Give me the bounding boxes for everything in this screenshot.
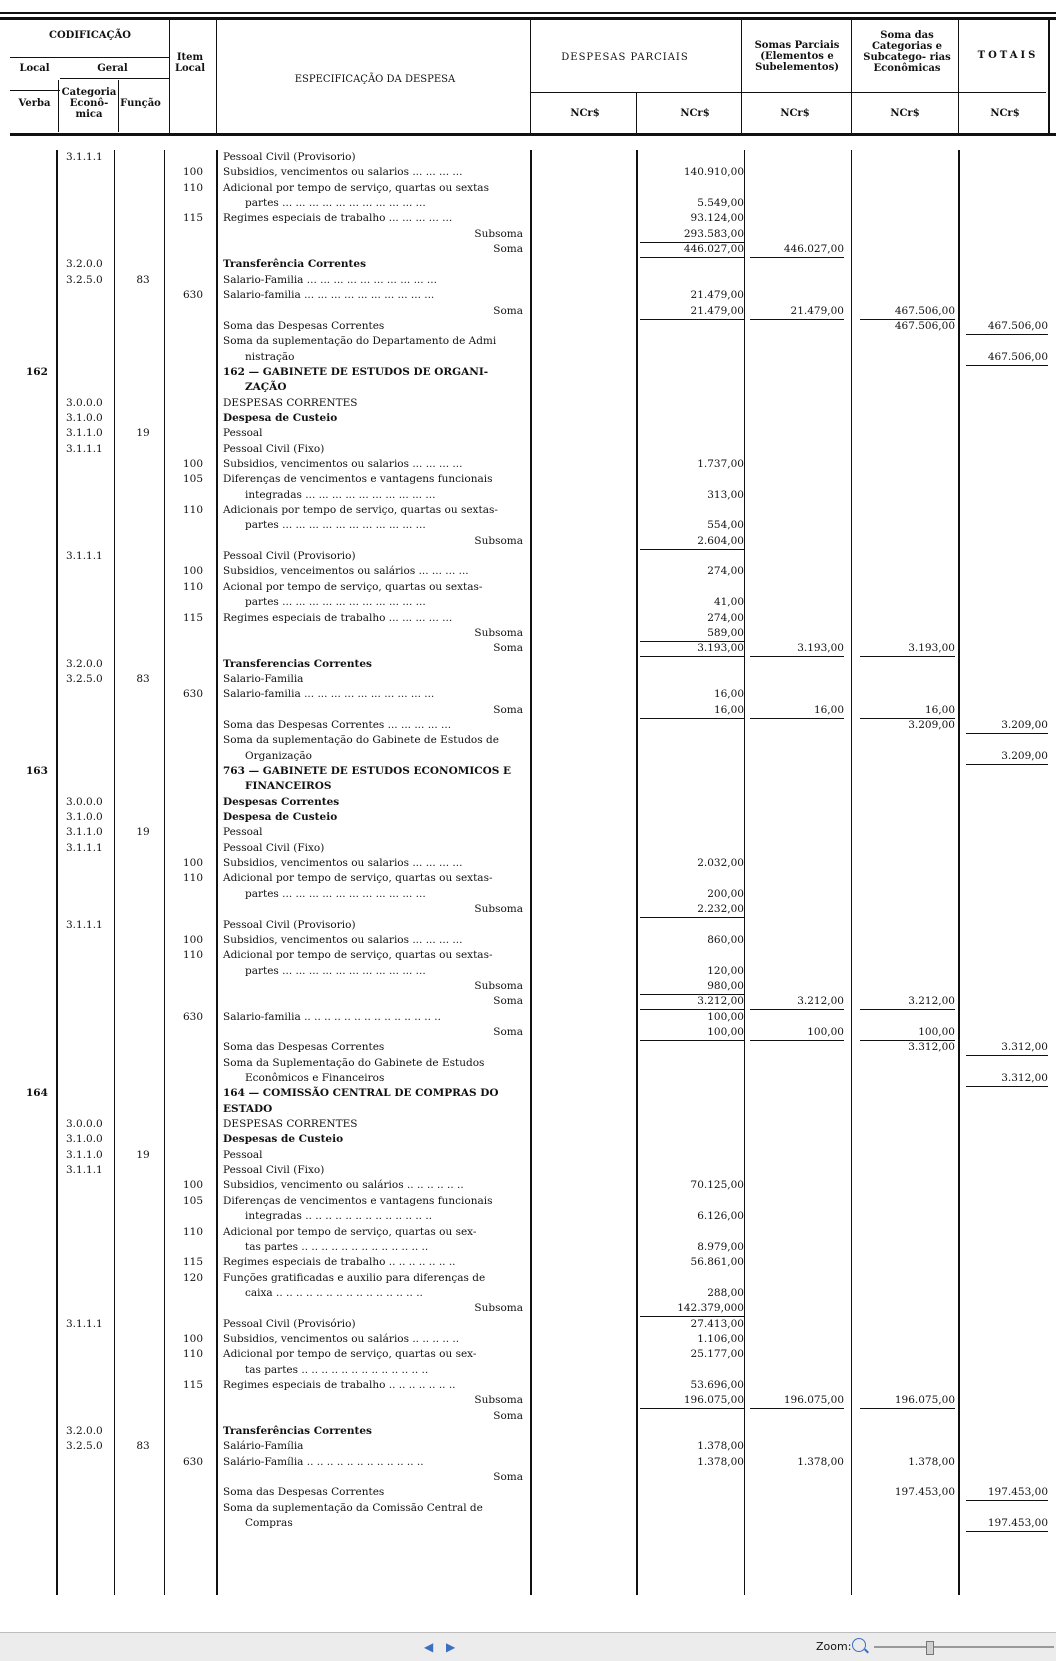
expense-description: Adicional por tempo de serviço, quartas ou sextas	[223, 181, 489, 194]
next-page-button[interactable]: ▶	[446, 1640, 456, 1654]
rule	[10, 57, 170, 58]
expense-description: Soma da suplementação do Departamento de Admi	[223, 335, 497, 348]
item-local-code: 120	[182, 1271, 204, 1284]
sum-underline	[640, 257, 744, 258]
economic-category-code: 3.1.1.1	[66, 550, 103, 563]
partial-expense-value: 93.124,00	[690, 212, 744, 225]
header-soma-categorias: Soma das Categorias e Subcatego- rias Econômicas	[863, 30, 951, 74]
partial-expense-value: 1.737,00	[697, 458, 744, 470]
economic-category-code: 3.1.0.0	[66, 1133, 103, 1146]
expense-description: Funções gratificadas e auxilio para diferenças de	[223, 1271, 486, 1284]
subtotal-label: Soma	[493, 703, 523, 716]
economic-category-code: 3.1.1.1	[66, 1317, 103, 1330]
category-sum-value: 3.193,00	[908, 642, 955, 655]
rule	[851, 20, 852, 133]
partial-expense-value: 860,00	[707, 933, 744, 946]
sum-underline	[640, 718, 744, 719]
partial-sum-value: 21.479,00	[790, 304, 844, 317]
partial-expense-value: 196.075,00	[683, 1394, 744, 1407]
partial-sum-value: 3.193,00	[797, 642, 844, 655]
partial-expense-value: 589,00	[707, 626, 744, 639]
item-local-code: 630	[182, 1455, 204, 1468]
expense-description: Regimes especiais de trabalho .. .. .. .. .. .. ..	[223, 1379, 456, 1391]
viewer-statusbar	[0, 1632, 1056, 1661]
function-code: 19	[136, 1148, 150, 1161]
expense-description: Subsidios, vencimentos ou salários .. .. .. .. ..	[223, 1332, 460, 1345]
rule	[169, 20, 170, 133]
economic-category-code: 3.2.5.0	[66, 1440, 103, 1453]
expense-description: partes ... ... ... ... ... ... ... ... ... ... ...	[245, 887, 426, 900]
partial-expense-value: 142.379,000	[677, 1302, 744, 1315]
economic-category-code: 3.2.0.0	[66, 657, 103, 670]
subtotal-label: Subsoma	[474, 626, 523, 639]
item-local-code: 100	[182, 565, 204, 578]
expense-description: partes ... ... ... ... ... ... ... ... ... ... ...	[245, 964, 426, 977]
partial-sum-value: 100,00	[807, 1025, 844, 1038]
partial-expense-value: 41,00	[713, 596, 744, 609]
expense-description: Pessoal	[223, 427, 263, 440]
sum-underline	[966, 1531, 1048, 1532]
category-sum-value: 100,00	[918, 1025, 955, 1038]
expense-description: partes ... ... ... ... ... ... ... ... ... ... ...	[245, 519, 426, 532]
prev-page-button[interactable]: ◀	[424, 1640, 434, 1654]
expense-description: Salario-Familia	[223, 672, 304, 685]
rule	[530, 92, 1046, 93]
partial-expense-value: 3.193,00	[697, 642, 744, 655]
partial-expense-value: 1.378,00	[697, 1455, 744, 1468]
expense-description: Salario-familia .. .. .. .. .. .. .. .. .. .. .. .. .. ..	[223, 1010, 441, 1023]
item-local-code: 630	[182, 1010, 204, 1023]
economic-category-code: 3.2.0.0	[66, 258, 103, 271]
expense-description: Pessoal Civil (Provisorio)	[223, 918, 356, 931]
expense-description: Adicional por tempo de serviço, quartas ou sextas-	[223, 949, 493, 962]
expense-description: Soma da Suplementação do Gabinete de Estudos	[223, 1056, 485, 1069]
expense-description: tas partes .. .. .. .. .. .. .. .. .. .. .. .. ..	[245, 1363, 429, 1376]
item-local-code: 115	[182, 1256, 204, 1269]
expense-description: caixa .. .. .. .. .. .. .. .. .. .. .. .. .. .. ..	[245, 1286, 423, 1299]
expense-description: Subsidios, vencimentos ou salarios ... ... ... ...	[223, 857, 463, 870]
section-heading: ESTADO	[223, 1102, 273, 1115]
item-local-code: 115	[182, 212, 204, 225]
sum-underline	[640, 1408, 744, 1409]
sum-underline	[750, 1408, 844, 1409]
section-heading: 164 — COMISSÃO CENTRAL DE COMPRAS DO	[223, 1087, 499, 1100]
rule	[636, 150, 638, 1595]
partial-expense-value: 70.125,00	[690, 1179, 744, 1192]
expense-description: Regimes especiais de trabalho ... ... ... ... ...	[223, 212, 453, 225]
expense-description: Pessoal Civil (Fixo)	[223, 1164, 325, 1177]
partial-expense-value: 554,00	[707, 519, 744, 532]
sum-underline	[966, 1055, 1048, 1056]
zoom-slider[interactable]	[874, 1646, 1054, 1648]
section-heading: Despesa de Custeio	[223, 811, 338, 824]
rule	[636, 92, 637, 133]
item-local-code: 110	[182, 1348, 204, 1361]
header-bottom-rule	[10, 133, 1056, 136]
partial-expense-value: 446.027,00	[683, 243, 744, 256]
subtotal-label: Soma	[493, 1409, 523, 1422]
economic-category-code: 3.1.1.1	[66, 841, 103, 854]
sum-underline	[966, 733, 1048, 734]
sum-underline	[640, 656, 744, 657]
economic-category-code: 3.1.1.1	[66, 151, 103, 163]
zoom-label: Zoom:	[816, 1640, 852, 1653]
economic-category-code: 3.0.0.0	[66, 795, 103, 808]
sum-underline	[966, 1500, 1048, 1501]
header-codificacao: CODIFICAÇÃO	[49, 30, 131, 41]
rule	[958, 20, 959, 133]
expense-description: Compras	[245, 1517, 293, 1530]
item-local-code: 115	[182, 1379, 204, 1391]
partial-expense-value: 100,00	[707, 1010, 744, 1023]
subtotal-label: Subsoma	[474, 979, 523, 992]
expense-description: Acional por tempo de serviço, quartas ou sextas-	[223, 580, 483, 593]
sum-underline	[750, 257, 844, 258]
section-heading: Despesas Correntes	[223, 795, 340, 808]
subtotal-label: Subsoma	[474, 1302, 523, 1315]
verba-number: 164	[26, 1087, 48, 1100]
function-code: 83	[136, 1440, 150, 1453]
expense-description: Diferenças de vencimentos e vantagens funcionais	[223, 1194, 493, 1207]
expense-description: partes ... ... ... ... ... ... ... ... ... ... ...	[245, 197, 426, 210]
expense-description: Adicional por tempo de serviço, quartas ou sex-	[223, 1225, 477, 1238]
partial-expense-value: 1.106,00	[697, 1332, 744, 1345]
economic-category-code: 3.2.5.0	[66, 273, 103, 286]
header-categoria: Categoria Econô- mica	[61, 87, 117, 120]
sum-underline	[966, 334, 1048, 335]
partial-sum-value: 446.027,00	[783, 243, 844, 256]
rule	[118, 80, 119, 132]
partial-expense-value: 21.479,00	[690, 304, 744, 317]
expense-description: Organização	[245, 749, 312, 762]
item-local-code: 100	[182, 933, 204, 946]
total-value: 197.453,00	[987, 1486, 1048, 1499]
economic-category-code: 3.1.1.1	[66, 442, 103, 455]
partial-sum-value: 1.378,00	[797, 1455, 844, 1468]
category-sum-value: 197.453,00	[894, 1486, 955, 1499]
expense-description: Subsidios, vencimentos ou salarios ... ... ... ...	[223, 933, 463, 946]
rule	[741, 20, 742, 133]
header-funcao: Função	[120, 98, 161, 109]
category-sum-value: 1.378,00	[908, 1455, 955, 1468]
expense-description: Pessoal Civil (Provisorio)	[223, 550, 356, 563]
category-sum-value: 3.209,00	[908, 718, 955, 731]
top-rule	[0, 12, 1056, 14]
partial-expense-value: 293.583,00	[683, 227, 744, 240]
partial-sum-value: 16,00	[813, 703, 844, 716]
rule	[851, 150, 852, 1595]
rule	[216, 20, 217, 133]
sum-underline	[640, 917, 744, 918]
economic-category-code: 3.1.0.0	[66, 811, 103, 824]
header-despesas-parciais: DESPESAS PARCIAIS	[561, 52, 689, 63]
sum-underline	[750, 718, 844, 719]
section-heading: Despesa de Custeio	[223, 411, 338, 424]
verba-number: 162	[26, 365, 48, 378]
expense-description: Pessoal Civil (Fixo)	[223, 841, 325, 854]
expense-description: Pessoal Civil (Provisorio)	[223, 151, 356, 163]
partial-expense-value: 25.177,00	[690, 1348, 744, 1361]
partial-expense-value: 980,00	[707, 979, 744, 992]
verba-number: 163	[26, 765, 48, 777]
expense-description: Soma das Despesas Correntes	[223, 1486, 385, 1499]
section-heading: Despesas de Custeio	[223, 1133, 344, 1146]
expense-description: Subsidios, vencimento ou salários .. .. .. .. .. ..	[223, 1179, 464, 1192]
rule	[58, 80, 59, 132]
total-value: 3.209,00	[1001, 718, 1048, 731]
expense-description: Salário-Família	[223, 1440, 304, 1453]
subtotal-label: Subsoma	[474, 1394, 523, 1407]
partial-expense-value: 1.378,00	[697, 1440, 744, 1453]
partial-expense-value: 274,00	[707, 565, 744, 578]
partial-expense-value: 100,00	[707, 1025, 744, 1038]
expense-description: Pessoal Civil (Fixo)	[223, 442, 325, 455]
total-value: 467.506,00	[987, 319, 1048, 332]
rule	[164, 150, 165, 1595]
zoom-slider-thumb[interactable]	[926, 1641, 934, 1655]
header-geral: Geral	[97, 63, 128, 74]
subtotal-label: Soma	[493, 1471, 523, 1484]
currency-dp2: NCr$	[680, 108, 710, 119]
currency-tot: NCr$	[990, 108, 1020, 119]
header-somas-parciais: Somas Parciais (Elementos e Subelementos)	[754, 40, 840, 73]
partial-sum-value: 3.212,00	[797, 995, 844, 1008]
expense-description: DESPESAS CORRENTES	[223, 396, 358, 409]
partial-sum-value: 196.075,00	[783, 1394, 844, 1407]
expense-description: Salario-familia ... ... ... ... ... ... ... ... ... ...	[223, 688, 435, 701]
partial-expense-value: 27.413,00	[690, 1317, 744, 1330]
rule	[744, 150, 745, 1595]
item-local-code: 105	[182, 1194, 204, 1207]
expense-description: Salario-Familia ... ... ... ... ... ... ... ... ... ...	[223, 273, 437, 286]
partial-expense-value: 16,00	[713, 703, 744, 716]
expense-description: Pessoal	[223, 1148, 263, 1161]
expense-description: Adicional por tempo de serviço, quartas ou sex-	[223, 1348, 477, 1361]
partial-expense-value: 274,00	[707, 611, 744, 624]
expense-description: integradas .. .. .. .. .. .. .. .. .. .. .. .. ..	[245, 1210, 433, 1223]
partial-expense-value: 3.212,00	[697, 995, 744, 1008]
expense-description: Soma das Despesas Correntes ... ... ... ... ...	[223, 718, 452, 731]
sum-underline	[966, 1086, 1048, 1087]
subtotal-label: Subsoma	[474, 227, 523, 240]
economic-category-code: 3.1.0.0	[66, 411, 103, 424]
economic-category-code: 3.1.1.1	[66, 1164, 103, 1177]
rule	[530, 20, 531, 133]
economic-category-code: 3.2.0.0	[66, 1425, 103, 1438]
economic-category-code: 3.1.1.1	[66, 918, 103, 931]
expense-description: partes ... ... ... ... ... ... ... ... ... ... ...	[245, 596, 426, 609]
partial-expense-value: 53.696,00	[690, 1379, 744, 1391]
function-code: 83	[136, 273, 150, 286]
item-local-code: 115	[182, 611, 204, 624]
expense-description: Subsidios, vencimentos ou salarios ... ... ... ...	[223, 458, 463, 470]
expense-description: Pessoal	[223, 826, 263, 839]
rule	[60, 78, 170, 79]
item-local-code: 110	[182, 949, 204, 962]
sum-underline	[750, 319, 844, 320]
rule	[530, 150, 532, 1595]
partial-expense-value: 16,00	[713, 688, 744, 701]
total-value: 197.453,00	[987, 1517, 1048, 1530]
expense-description: Regimes especiais de trabalho ... ... ... ... ...	[223, 611, 453, 624]
item-local-code: 110	[182, 580, 204, 593]
header-local: Local	[19, 63, 50, 74]
header-item-local: Item Local	[174, 52, 206, 74]
category-sum-value: 467.506,00	[894, 304, 955, 317]
expense-description: Salario-familia ... ... ... ... ... ... ... ... ... ...	[223, 289, 435, 302]
section-heading: FINANCEIROS	[245, 780, 332, 793]
function-code: 19	[136, 826, 150, 839]
sum-underline	[860, 1408, 955, 1409]
total-value: 467.506,00	[987, 350, 1048, 363]
rule	[114, 150, 115, 1595]
sum-underline	[750, 1009, 844, 1010]
sum-underline	[966, 764, 1048, 765]
rule	[958, 150, 960, 1595]
function-code: 19	[136, 427, 150, 440]
partial-expense-value: 288,00	[707, 1286, 744, 1299]
expense-description: DESPESAS CORRENTES	[223, 1118, 358, 1131]
item-local-code: 100	[182, 458, 204, 470]
subtotal-label: Soma	[493, 995, 523, 1008]
total-value: 3.312,00	[1001, 1072, 1048, 1084]
partial-expense-value: 56.861,00	[690, 1256, 744, 1269]
zoom-out-icon[interactable]	[852, 1638, 866, 1652]
header-especificacao: ESPECIFICAÇÃO DA DESPESA	[294, 74, 456, 85]
item-local-code: 100	[182, 857, 204, 870]
expense-description: Soma das Despesas Correntes	[223, 319, 385, 332]
item-local-code: 110	[182, 1225, 204, 1238]
partial-expense-value: 21.479,00	[690, 289, 744, 302]
partial-expense-value: 2.032,00	[697, 857, 744, 870]
expense-description: Adicional por tempo de serviço, quartas ou sextas-	[223, 872, 493, 885]
expense-description: Soma da suplementação do Gabinete de Estudos de	[223, 734, 499, 747]
economic-category-code: 3.0.0.0	[66, 396, 103, 409]
item-local-code: 100	[182, 1179, 204, 1192]
item-local-code: 630	[182, 688, 204, 701]
partial-expense-value: 313,00	[707, 488, 744, 501]
top-rule-thick	[0, 17, 1056, 20]
partial-expense-value: 8.979,00	[697, 1240, 744, 1253]
subtotal-label: Subsoma	[474, 534, 523, 547]
sum-underline	[966, 365, 1048, 366]
subtotal-label: Soma	[493, 304, 523, 317]
rule	[10, 90, 60, 91]
sum-underline	[750, 656, 844, 657]
expense-description: Subsidios, venceimentos ou salários ... ... ... ...	[223, 565, 469, 578]
item-local-code: 100	[182, 166, 204, 179]
expense-description: Pessoal Civil (Provisório)	[223, 1317, 356, 1330]
header-totais: TOTAIS	[977, 50, 1039, 61]
header-verba: Verba	[18, 98, 51, 109]
subtotal-label: Soma	[493, 1025, 523, 1038]
economic-category-code: 3.2.5.0	[66, 672, 103, 685]
item-local-code: 630	[182, 289, 204, 302]
sum-underline	[640, 1040, 744, 1041]
expense-description: Soma da suplementação da Comissão Central de	[223, 1501, 483, 1514]
rule	[216, 150, 218, 1595]
partial-expense-value: 120,00	[707, 964, 744, 977]
section-heading: Transferência Correntes	[223, 258, 366, 271]
expense-description: Adicionais por tempo de serviço, quartas ou sextas-	[223, 504, 498, 517]
category-sum-value: 3.312,00	[908, 1041, 955, 1054]
section-heading: ZAÇÃO	[245, 381, 287, 394]
section-heading: 763 — GABINETE DE ESTUDOS ECONOMICOS E	[223, 765, 512, 777]
expense-description: Regimes especiais de trabalho .. .. .. .. .. .. ..	[223, 1256, 456, 1269]
rule	[56, 150, 58, 1595]
section-heading: Transferencias Correntes	[223, 657, 372, 670]
section-heading: 162 — GABINETE DE ESTUDOS DE ORGANI-	[223, 365, 489, 378]
item-local-code: 105	[182, 473, 204, 486]
sum-underline	[640, 549, 744, 550]
partial-expense-value: 140.910,00	[683, 166, 744, 179]
sum-underline	[860, 656, 955, 657]
category-sum-value: 16,00	[924, 703, 955, 716]
expense-description: Econômicos e Financeiros	[245, 1072, 385, 1084]
category-sum-value: 196.075,00	[894, 1394, 955, 1407]
economic-category-code: 3.1.1.0	[66, 1148, 103, 1161]
item-local-code: 110	[182, 872, 204, 885]
expense-description: Diferenças de vencimentos e vantagens funcionais	[223, 473, 493, 486]
category-sum-value: 467.506,00	[894, 319, 955, 332]
partial-expense-value: 5.549,00	[697, 197, 744, 210]
currency-sp: NCr$	[780, 108, 810, 119]
subtotal-label: Soma	[493, 243, 523, 256]
item-local-code: 110	[182, 504, 204, 517]
expense-description: Subsidios, vencimentos ou salarios ... ... ... ...	[223, 166, 463, 179]
total-value: 3.312,00	[1001, 1041, 1048, 1054]
currency-sc: NCr$	[890, 108, 920, 119]
expense-description: Salário-Família .. .. .. .. .. .. .. .. .. .. .. ..	[223, 1455, 424, 1468]
category-sum-value: 3.212,00	[908, 995, 955, 1008]
total-value: 3.209,00	[1001, 749, 1048, 762]
sum-underline	[860, 1009, 955, 1010]
section-heading: Transferências Correntes	[223, 1425, 372, 1438]
subtotal-label: Subsoma	[474, 903, 523, 916]
partial-expense-value: 200,00	[707, 887, 744, 900]
partial-expense-value: 2.232,00	[697, 903, 744, 916]
subtotal-label: Soma	[493, 642, 523, 655]
expense-description: nistração	[245, 350, 295, 363]
sum-underline	[750, 1040, 844, 1041]
partial-expense-value: 6.126,00	[697, 1210, 744, 1223]
rule	[1048, 20, 1050, 133]
item-local-code: 100	[182, 1332, 204, 1345]
function-code: 83	[136, 672, 150, 685]
expense-description: tas partes .. .. .. .. .. .. .. .. .. .. .. .. ..	[245, 1240, 429, 1253]
partial-expense-value: 2.604,00	[697, 534, 744, 547]
sum-underline	[640, 319, 744, 320]
currency-dp1: NCr$	[570, 108, 600, 119]
item-local-code: 110	[182, 181, 204, 194]
economic-category-code: 3.1.1.0	[66, 427, 103, 440]
economic-category-code: 3.0.0.0	[66, 1118, 103, 1131]
expense-description: integradas ... ... ... ... ... ... ... ... ... ...	[245, 488, 436, 501]
economic-category-code: 3.1.1.0	[66, 826, 103, 839]
expense-description: Soma das Despesas Correntes	[223, 1041, 385, 1054]
